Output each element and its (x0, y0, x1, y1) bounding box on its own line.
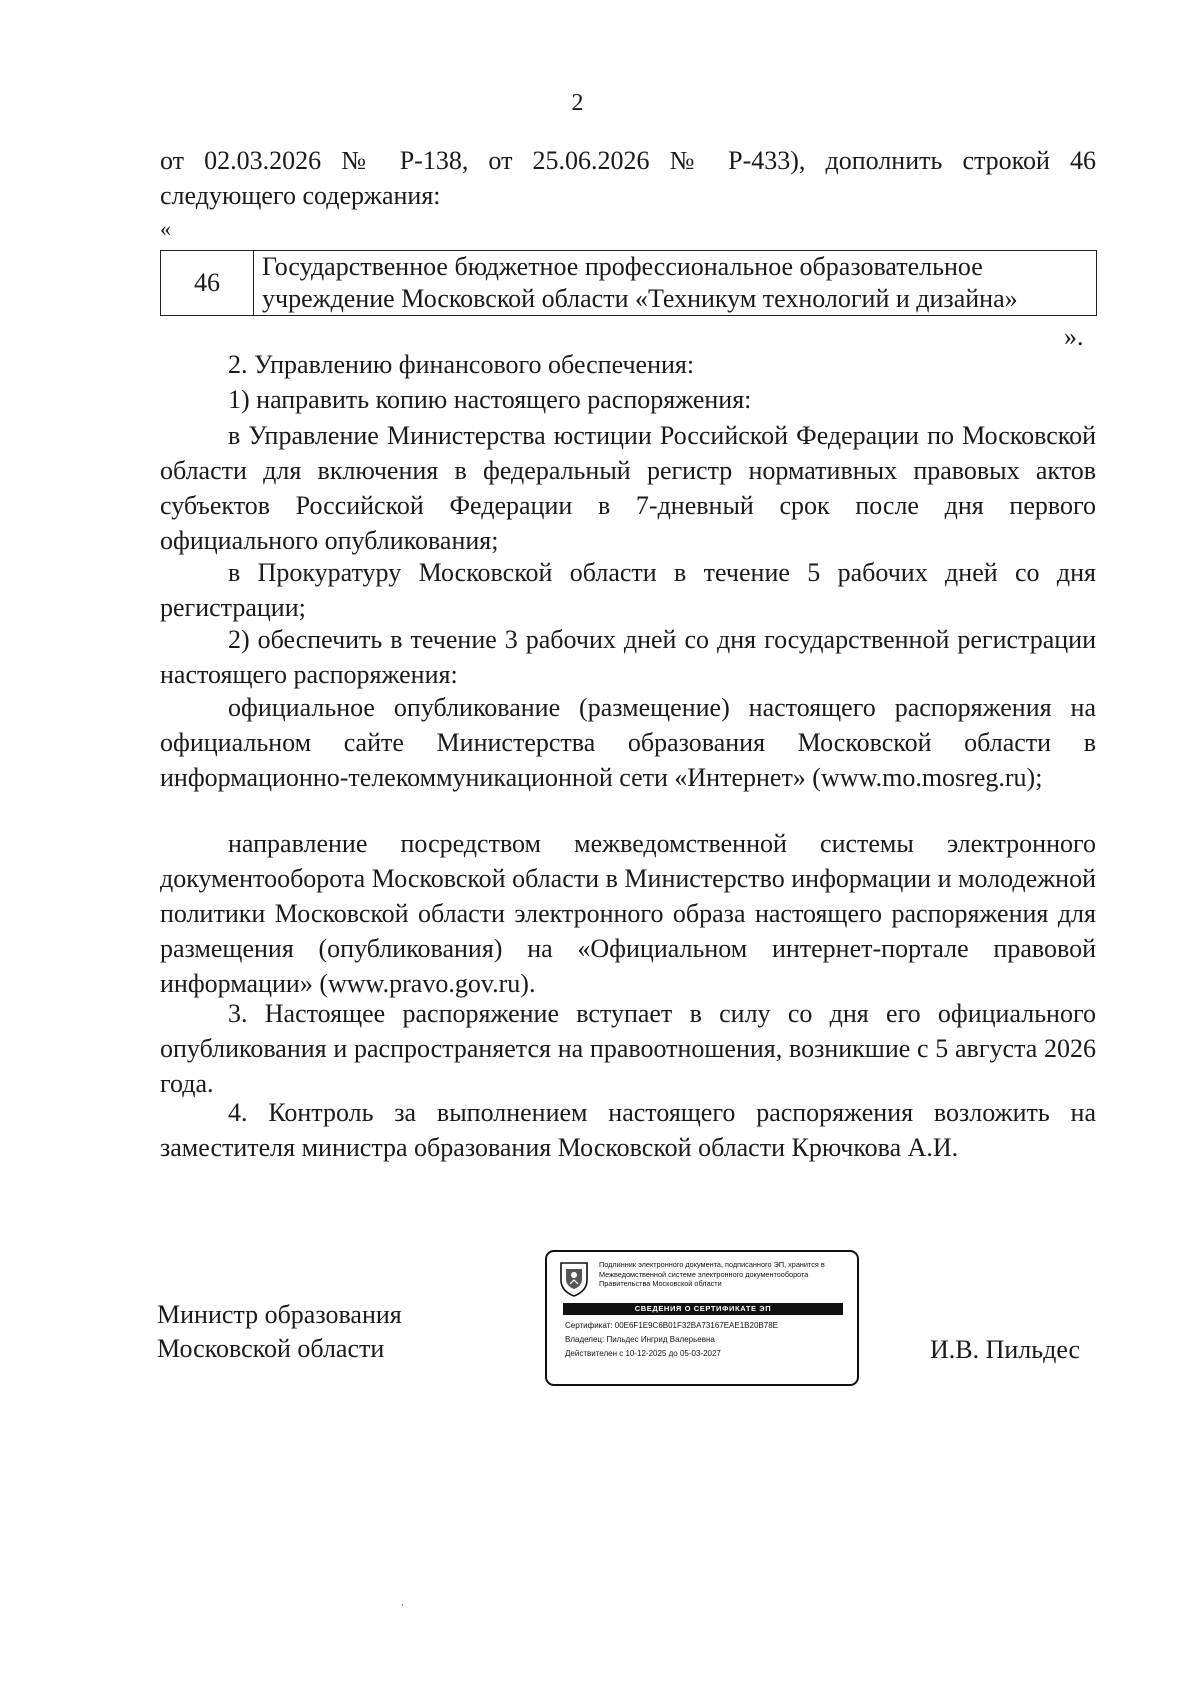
certificate-owner: Владелец: Пильдес Ингрид Валерьевна (565, 1335, 715, 1344)
paragraph-4: 4. Контроль за выполнением настоящего распоряжения возложить на заместителя министра образования Московской области Крючкова А.И. (160, 1098, 1096, 1162)
table-row (161, 251, 1097, 316)
signatory-name: И.В. Пильдес (930, 1335, 1081, 1364)
opening-quote: « (160, 216, 171, 241)
paragraph-2: 2. Управлению финансового обеспечения: (228, 350, 695, 379)
intro-line-1: от 02.03.2026 № Р-138, от 25.06.2026 № Р-433), дополнить строкой 46 (160, 146, 1096, 175)
certificate-number: Сертификат: 00E6F1E9C6B01F32BA73167EAE1B20B78E (565, 1321, 778, 1330)
stamp-header: СВЕДЕНИЯ О СЕРТИФИКАТЕ ЭП (563, 1303, 843, 1315)
paragraph-2-1: 1) направить копию настоящего распоряжения: (228, 385, 752, 414)
paragraph-3: 3. Настоящее распоряжение вступает в силу со дня его официального опубликования и распространяется на правоотношения, возникшие с 5 августа 2026 года. (160, 999, 1096, 1098)
institution-name-line-1: Государственное бюджетное профессиональное образовательное (262, 252, 983, 281)
signatory-position (157, 1298, 402, 1366)
stamp-note: Подлинник электронного документа, подписанного ЭП, хранится в Межведомственной системе электронного документооборота Правительства Московской области (599, 1260, 825, 1288)
page-number: 2 (571, 90, 584, 116)
institution-name-line-2: учреждение Московской области «Техникум технологий и дизайна» (262, 284, 1018, 313)
signatory-position-line-1: Министр образования (157, 1300, 402, 1329)
certificate-validity: Действителен с 10-12-2025 до 05-03-2027 (565, 1349, 721, 1358)
institution-name-cell (254, 251, 1097, 316)
electronic-signature-stamp (545, 1250, 859, 1386)
coat-of-arms-icon (557, 1260, 591, 1298)
paragraph-2-2: 2) обеспечить в течение 3 рабочих дней со дня государственной регистрации настоящего распоряжения: (160, 625, 1096, 689)
intro-line-2: следующего содержания: (160, 181, 441, 210)
row-number-cell: 46 (161, 251, 254, 316)
closing-quote: ». (1064, 322, 1084, 351)
paragraph-edms-transfer: направление посредством межведомственной системы электронного документооборота Московской области в Министерство информации и молодежной политики Московской области электронного образа настоящего распоряжения для размещения (опубликования) на «Официальном интернет-портале правовой информации» (www.pravo.gov.ru). (160, 829, 1096, 998)
signatory-position-line-2: Московской области (157, 1334, 385, 1363)
paragraph-ministry-of-justice: в Управление Министерства юстиции Российской Федерации по Московской области для включения в федеральный регистр нормативных правовых актов субъектов Российской Федерации в 7-дневный срок после дня первого официального опубликования; (160, 421, 1096, 555)
inserted-row-table (160, 250, 1097, 316)
scan-speck: , (401, 1597, 404, 1608)
paragraph-prosecutor: в Прокуратуру Московской области в течение 5 рабочих дней со дня регистрации; (160, 558, 1096, 622)
paragraph-official-publication: официальное опубликование (размещение) настоящего распоряжения на официальном сайте Министерства образования Московской области в информационно-телекоммуникационной сети «Интернет» (www.mo.mosreg.ru); (160, 693, 1096, 792)
